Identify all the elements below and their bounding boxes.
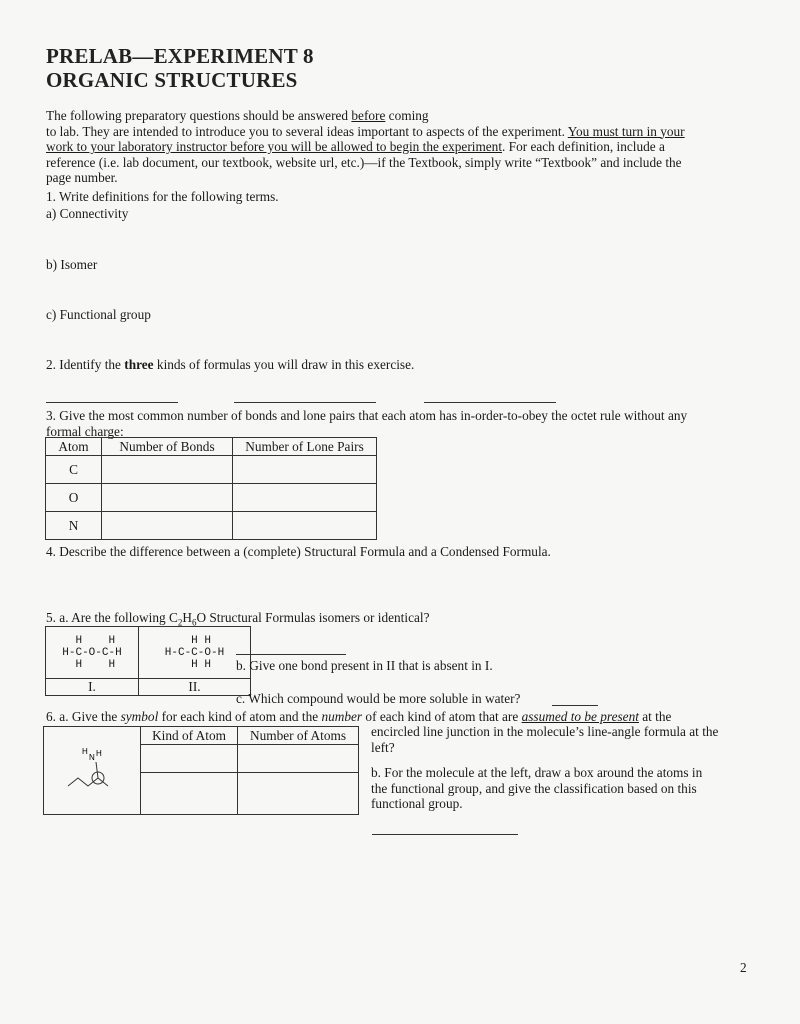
q2-question: 2. Identify the three kinds of formulas you will draw in this exercise. [46,357,415,372]
page-number: 2 [740,960,747,975]
number-answer-cell[interactable] [238,773,359,815]
svg-text:H: H [96,749,102,758]
q5c-question: c. Which compound would be more soluble in water? [236,691,521,706]
atom-cell: O [46,484,102,512]
q1-term-isomer: b) Isomer [46,257,98,272]
q1-term-connectivity: a) Connectivity [46,206,129,221]
q6-side-text: encircled line junction in the molecule’s line-angle formula at the left? b. For the molecule at the left, draw a box around the atoms in the functional group, and give the classification based on this functional group. [371,724,719,811]
q1-stem: 1. Write definitions for the following terms. [46,189,279,204]
q3-octet-table [45,437,377,540]
atom-cell: N [46,512,102,540]
col-header-atom: Atom [46,438,102,456]
col-header-kind: Kind of Atom [141,727,238,745]
lone-pairs-answer-cell[interactable] [233,484,377,512]
q5c-answer-blank[interactable] [552,705,598,706]
structure-label-II: II. [139,679,251,696]
q5-structures-table [45,626,251,696]
q3-question: 3. Give the most common number of bonds and lone pairs that each atom has in-order-to-obey the octet rule without any formal charge: [46,408,688,439]
bonds-answer-cell[interactable] [102,512,233,540]
q6b-answer-blank[interactable] [372,834,518,835]
number-answer-cell[interactable] [238,745,359,773]
lone-pairs-answer-cell[interactable] [233,512,377,540]
col-header-number: Number of Atoms [238,727,359,745]
svg-text:H: H [82,747,88,756]
bonds-answer-cell[interactable] [102,456,233,484]
q2-answer-blank-1[interactable] [46,402,178,403]
q4-question: 4. Describe the difference between a (complete) Structural Formula and a Condensed Formula. [46,544,551,559]
line-angle-molecule-drawing [60,744,140,804]
q6a-question: 6. a. Give the symbol for each kind of atom and the number of each kind of atom that are assumed to be present at the [46,709,672,724]
q5a-question: 5. a. Are the following $C_2H_6O$ Structural Formulas isomers or identical? [46,610,430,628]
kind-answer-cell[interactable] [141,773,238,815]
lone-pairs-answer-cell[interactable] [233,456,377,484]
structure-label-I: I. [46,679,139,696]
structure-I: H H H-C-O-C-H H H [46,627,139,679]
atom-cell: C [46,456,102,484]
page-title-line1: PRELAB—EXPERIMENT 8 [46,44,314,68]
col-header-lone-pairs: Number of Lone Pairs [233,438,377,456]
structure-II: H H H-C-C-O-H H H [139,627,251,679]
molecule-cell-top [44,727,141,745]
svg-text:N: N [89,753,95,762]
page-title-line2: ORGANIC STRUCTURES [46,68,298,92]
q5a-answer-blank[interactable] [236,654,346,655]
q2-answer-blank-3[interactable] [424,402,556,403]
q5b-question: b. Give one bond present in II that is absent in I. [236,658,493,673]
kind-answer-cell[interactable] [141,745,238,773]
before-emphasis: before [351,108,386,123]
bonds-answer-cell[interactable] [102,484,233,512]
intro-paragraph: The following preparatory questions should be answered before coming to lab. They are intended to introduce you to several ideas important to aspects of the experiment. You must turn in your work to your laboratory instructor before you will be allowed to begin the experiment. For each definition, include a reference (i.e. lab document, our textbook, website url, etc.)—if the Textbook, simply write “Textbook” and include the page number. [46,108,685,185]
q1-term-functional-group: c) Functional group [46,307,151,322]
col-header-bonds: Number of Bonds [102,438,233,456]
q2-answer-blank-2[interactable] [234,402,376,403]
